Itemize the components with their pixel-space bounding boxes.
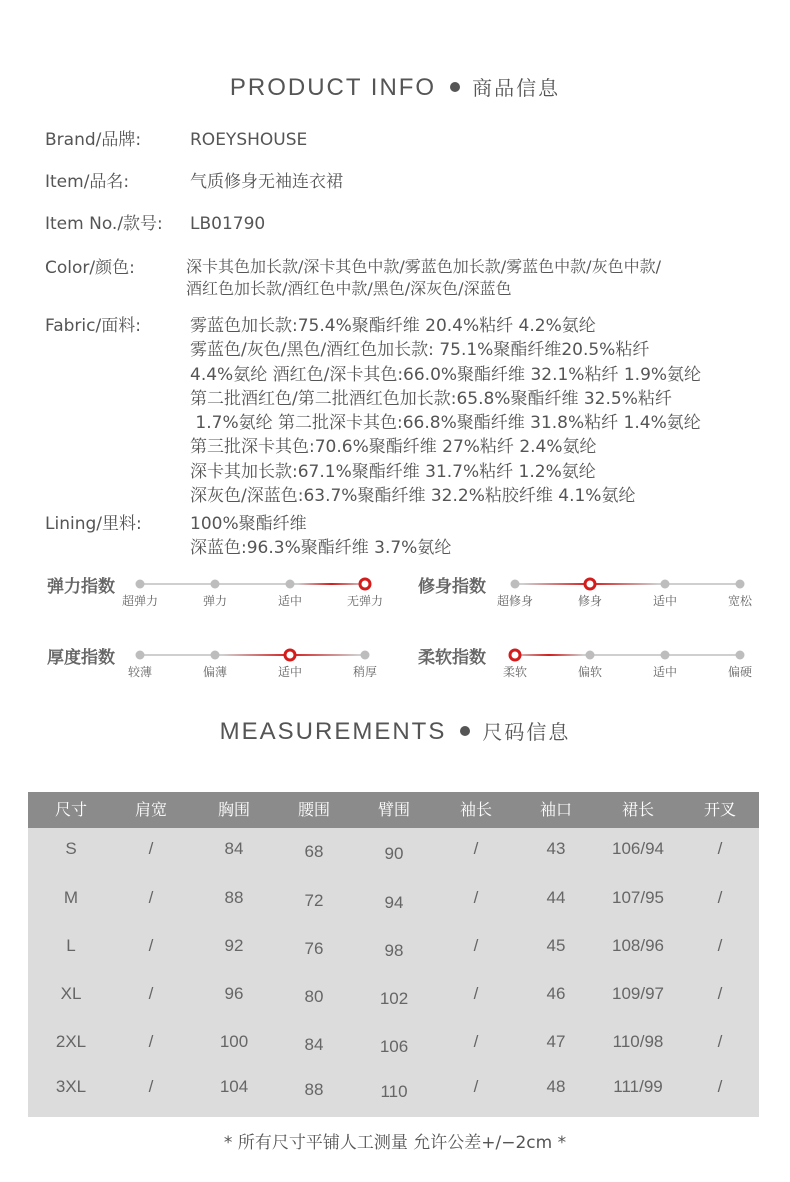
fit-index-option: 超修身 bbox=[496, 594, 534, 608]
table-header-cell: 臂围 bbox=[377, 800, 411, 819]
table-cell: / bbox=[717, 984, 723, 1003]
thickness-index-option: 偏薄 bbox=[202, 665, 228, 679]
softness-index-option: 偏硬 bbox=[727, 665, 753, 679]
product-info-title-cn: 商品信息 bbox=[472, 76, 561, 100]
table-cell: / bbox=[148, 984, 154, 1003]
table-cell: 100 bbox=[219, 1032, 249, 1051]
item-no-value: LB01790 bbox=[190, 214, 266, 234]
measurement-footnote: * 所有尺寸平铺人工测量 允许公差+/−2cm * bbox=[223, 1133, 567, 1153]
table-cell: 111/99 bbox=[613, 1077, 663, 1096]
table-cell: 102 bbox=[379, 989, 409, 1008]
table-cell: 94 bbox=[384, 893, 404, 912]
table-cell: / bbox=[148, 839, 154, 858]
softness-index-highlight bbox=[515, 654, 583, 656]
fabric-line: 1.7%氨纶 第二批深卡其色:66.8%聚酯纤维 31.8%粘纤 1.4%氨纶 bbox=[190, 413, 701, 434]
table-header-cell: 裙长 bbox=[621, 800, 655, 819]
table-cell: / bbox=[148, 1077, 154, 1096]
table-cell: 109/97 bbox=[612, 984, 664, 1003]
table-header-cell: 袖口 bbox=[539, 800, 573, 819]
table-cell: / bbox=[717, 936, 723, 955]
color-label: Color/颜色: bbox=[45, 258, 135, 278]
thickness-index-selected-marker bbox=[284, 649, 297, 662]
table-cell: / bbox=[473, 1032, 479, 1051]
elasticity-index-option: 适中 bbox=[277, 594, 303, 608]
table-cell: 110 bbox=[380, 1082, 408, 1101]
table-cell: 107/95 bbox=[612, 888, 664, 907]
fabric-line: 深灰色/深蓝色:63.7%聚酯纤维 32.2%粘胶纤维 4.1%氨纶 bbox=[190, 486, 636, 507]
measurements-heading bbox=[0, 716, 790, 746]
thickness-index-marker bbox=[136, 651, 145, 660]
table-cell: / bbox=[148, 1032, 154, 1051]
color-values bbox=[186, 256, 661, 300]
thickness-index-option: 适中 bbox=[277, 665, 303, 679]
softness-index-option: 适中 bbox=[652, 665, 678, 679]
table-header-cell: 开叉 bbox=[703, 800, 737, 819]
table-cell: 106/94 bbox=[612, 839, 664, 858]
table-header-cell: 胸围 bbox=[217, 800, 251, 819]
table-cell: 98 bbox=[384, 941, 404, 960]
fit-index-title: 修身指数 bbox=[418, 577, 486, 597]
table-cell: 76 bbox=[304, 939, 324, 958]
table-cell: 88 bbox=[304, 1080, 324, 1099]
table-header-cell: 尺寸 bbox=[54, 800, 88, 819]
elasticity-index-marker bbox=[136, 580, 145, 589]
elasticity-index-marker bbox=[211, 580, 220, 589]
thickness-index-marker bbox=[361, 651, 370, 660]
table-cell: / bbox=[148, 888, 154, 907]
table-cell: / bbox=[717, 839, 723, 858]
brand-value: ROEYSHOUSE bbox=[190, 130, 308, 150]
fit-index-marker bbox=[511, 580, 520, 589]
softness-index-option: 偏软 bbox=[577, 665, 603, 679]
softness-index-option: 柔软 bbox=[502, 665, 528, 679]
table-cell: / bbox=[717, 1077, 723, 1096]
table-cell: XL bbox=[60, 984, 82, 1003]
thickness-index-option: 较薄 bbox=[127, 665, 153, 679]
size-table-header bbox=[28, 792, 759, 828]
table-cell: / bbox=[473, 888, 479, 907]
product-info-heading bbox=[0, 72, 790, 102]
table-cell: / bbox=[148, 936, 154, 955]
fit-index-option: 修身 bbox=[577, 594, 603, 608]
table-cell: / bbox=[473, 839, 479, 858]
table-cell: / bbox=[473, 1077, 479, 1096]
table-cell: 45 bbox=[546, 936, 566, 955]
fabric-line: 深卡其加长款:67.1%聚酯纤维 31.7%粘纤 1.2%氨纶 bbox=[190, 461, 596, 482]
table-cell: 3XL bbox=[55, 1077, 87, 1096]
softness-index-selected-marker bbox=[509, 649, 522, 662]
table-cell: 68 bbox=[304, 842, 324, 861]
table-cell: 84 bbox=[224, 839, 244, 858]
fabric-line: 第三批深卡其色:70.6%聚酯纤维 27%粘纤 2.4%氨纶 bbox=[190, 437, 597, 458]
fabric-line: 雾蓝色加长款:75.4%聚酯纤维 20.4%粘纤 4.2%氨纶 bbox=[190, 316, 596, 336]
table-header-cell: 肩宽 bbox=[134, 800, 168, 819]
table-cell: 43 bbox=[546, 839, 566, 858]
elasticity-index-option: 弹力 bbox=[202, 594, 228, 608]
size-table bbox=[28, 792, 759, 1117]
thickness-index-title: 厚度指数 bbox=[47, 648, 115, 668]
softness-index-marker bbox=[736, 651, 745, 660]
table-cell: M bbox=[63, 888, 79, 907]
fit-index-marker bbox=[736, 580, 745, 589]
softness-index-title: 柔软指数 bbox=[418, 648, 486, 668]
table-header-cell: 腰围 bbox=[297, 800, 331, 819]
table-cell: / bbox=[473, 984, 479, 1003]
table-header-cell: 袖长 bbox=[459, 800, 493, 819]
elasticity-index-title: 弹力指数 bbox=[47, 577, 115, 597]
lining-values bbox=[190, 512, 451, 561]
fit-index-option: 适中 bbox=[652, 594, 678, 608]
elasticity-index-option: 无弹力 bbox=[346, 594, 384, 608]
table-cell: 44 bbox=[546, 888, 566, 907]
fabric-line: 第二批酒红色/第二批酒红色加长款:65.8%聚酯纤维 32.5%粘纤 bbox=[190, 388, 672, 409]
thickness-index-marker bbox=[211, 651, 220, 660]
table-cell: / bbox=[717, 888, 723, 907]
elasticity-index-selected-marker bbox=[359, 578, 372, 591]
table-cell: 96 bbox=[224, 984, 244, 1003]
item-no-label: Item No./款号: bbox=[45, 214, 163, 234]
fit-index-selected-marker bbox=[584, 578, 597, 591]
table-cell: 72 bbox=[304, 891, 324, 910]
table-cell: L bbox=[66, 936, 76, 955]
item-name-label: Item/品名: bbox=[45, 172, 130, 192]
table-cell: 2XL bbox=[55, 1032, 87, 1051]
fit-index-option: 宽松 bbox=[727, 594, 753, 608]
color-line: 深卡其色加长款/深卡其色中款/雾蓝色加长款/雾蓝色中款/灰色中款/ bbox=[186, 257, 661, 276]
lining-line: 100%聚酯纤维 bbox=[190, 514, 307, 534]
softness-index-marker bbox=[661, 651, 670, 660]
brand-label: Brand/品牌: bbox=[45, 130, 142, 150]
table-cell: 80 bbox=[304, 987, 324, 1006]
table-cell: 84 bbox=[304, 1035, 324, 1054]
bullet-dot-icon bbox=[450, 82, 460, 92]
elasticity-index-marker bbox=[286, 580, 295, 589]
table-cell: / bbox=[473, 936, 479, 955]
item-name-value: 气质修身无袖连衣裙 bbox=[190, 172, 343, 192]
lining-label: Lining/里料: bbox=[45, 514, 142, 534]
table-cell: 88 bbox=[224, 888, 244, 907]
table-cell: 48 bbox=[546, 1077, 566, 1096]
table-cell: / bbox=[717, 1032, 723, 1051]
color-line: 酒红色加长款/酒红色中款/黑色/深灰色/深蓝色 bbox=[186, 279, 512, 298]
fabric-values bbox=[190, 314, 701, 508]
softness-index-marker bbox=[586, 651, 595, 660]
bullet-dot-icon bbox=[460, 726, 470, 736]
measurements-title-en: MEASUREMENTS bbox=[219, 718, 447, 745]
table-cell: 104 bbox=[219, 1077, 249, 1096]
table-cell: 46 bbox=[546, 984, 566, 1003]
table-cell: 106 bbox=[379, 1037, 409, 1056]
fabric-label: Fabric/面料: bbox=[45, 316, 141, 336]
thickness-index-option: 稍厚 bbox=[352, 665, 378, 679]
elasticity-index-option: 超弹力 bbox=[121, 594, 159, 608]
product-info-title-en: PRODUCT INFO bbox=[229, 74, 437, 101]
table-cell: 110/98 bbox=[612, 1032, 664, 1051]
table-cell: 92 bbox=[224, 936, 244, 955]
table-cell: 108/96 bbox=[612, 936, 664, 955]
fabric-line: 4.4%氨纶 酒红色/深卡其色:66.0%聚酯纤维 32.1%粘纤 1.9%氨纶 bbox=[190, 364, 702, 385]
measurements-title-cn: 尺码信息 bbox=[482, 720, 571, 744]
table-cell: 47 bbox=[546, 1032, 566, 1051]
table-cell: S bbox=[65, 839, 77, 858]
lining-line: 深蓝色:96.3%聚酯纤维 3.7%氨纶 bbox=[190, 538, 452, 559]
elasticity-index-highlight bbox=[298, 583, 366, 585]
fit-index-marker bbox=[661, 580, 670, 589]
fabric-line: 雾蓝色/灰色/黑色/酒红色加长款: 75.1%聚酯纤维20.5%粘纤 bbox=[190, 340, 650, 361]
table-cell: 90 bbox=[384, 844, 404, 863]
